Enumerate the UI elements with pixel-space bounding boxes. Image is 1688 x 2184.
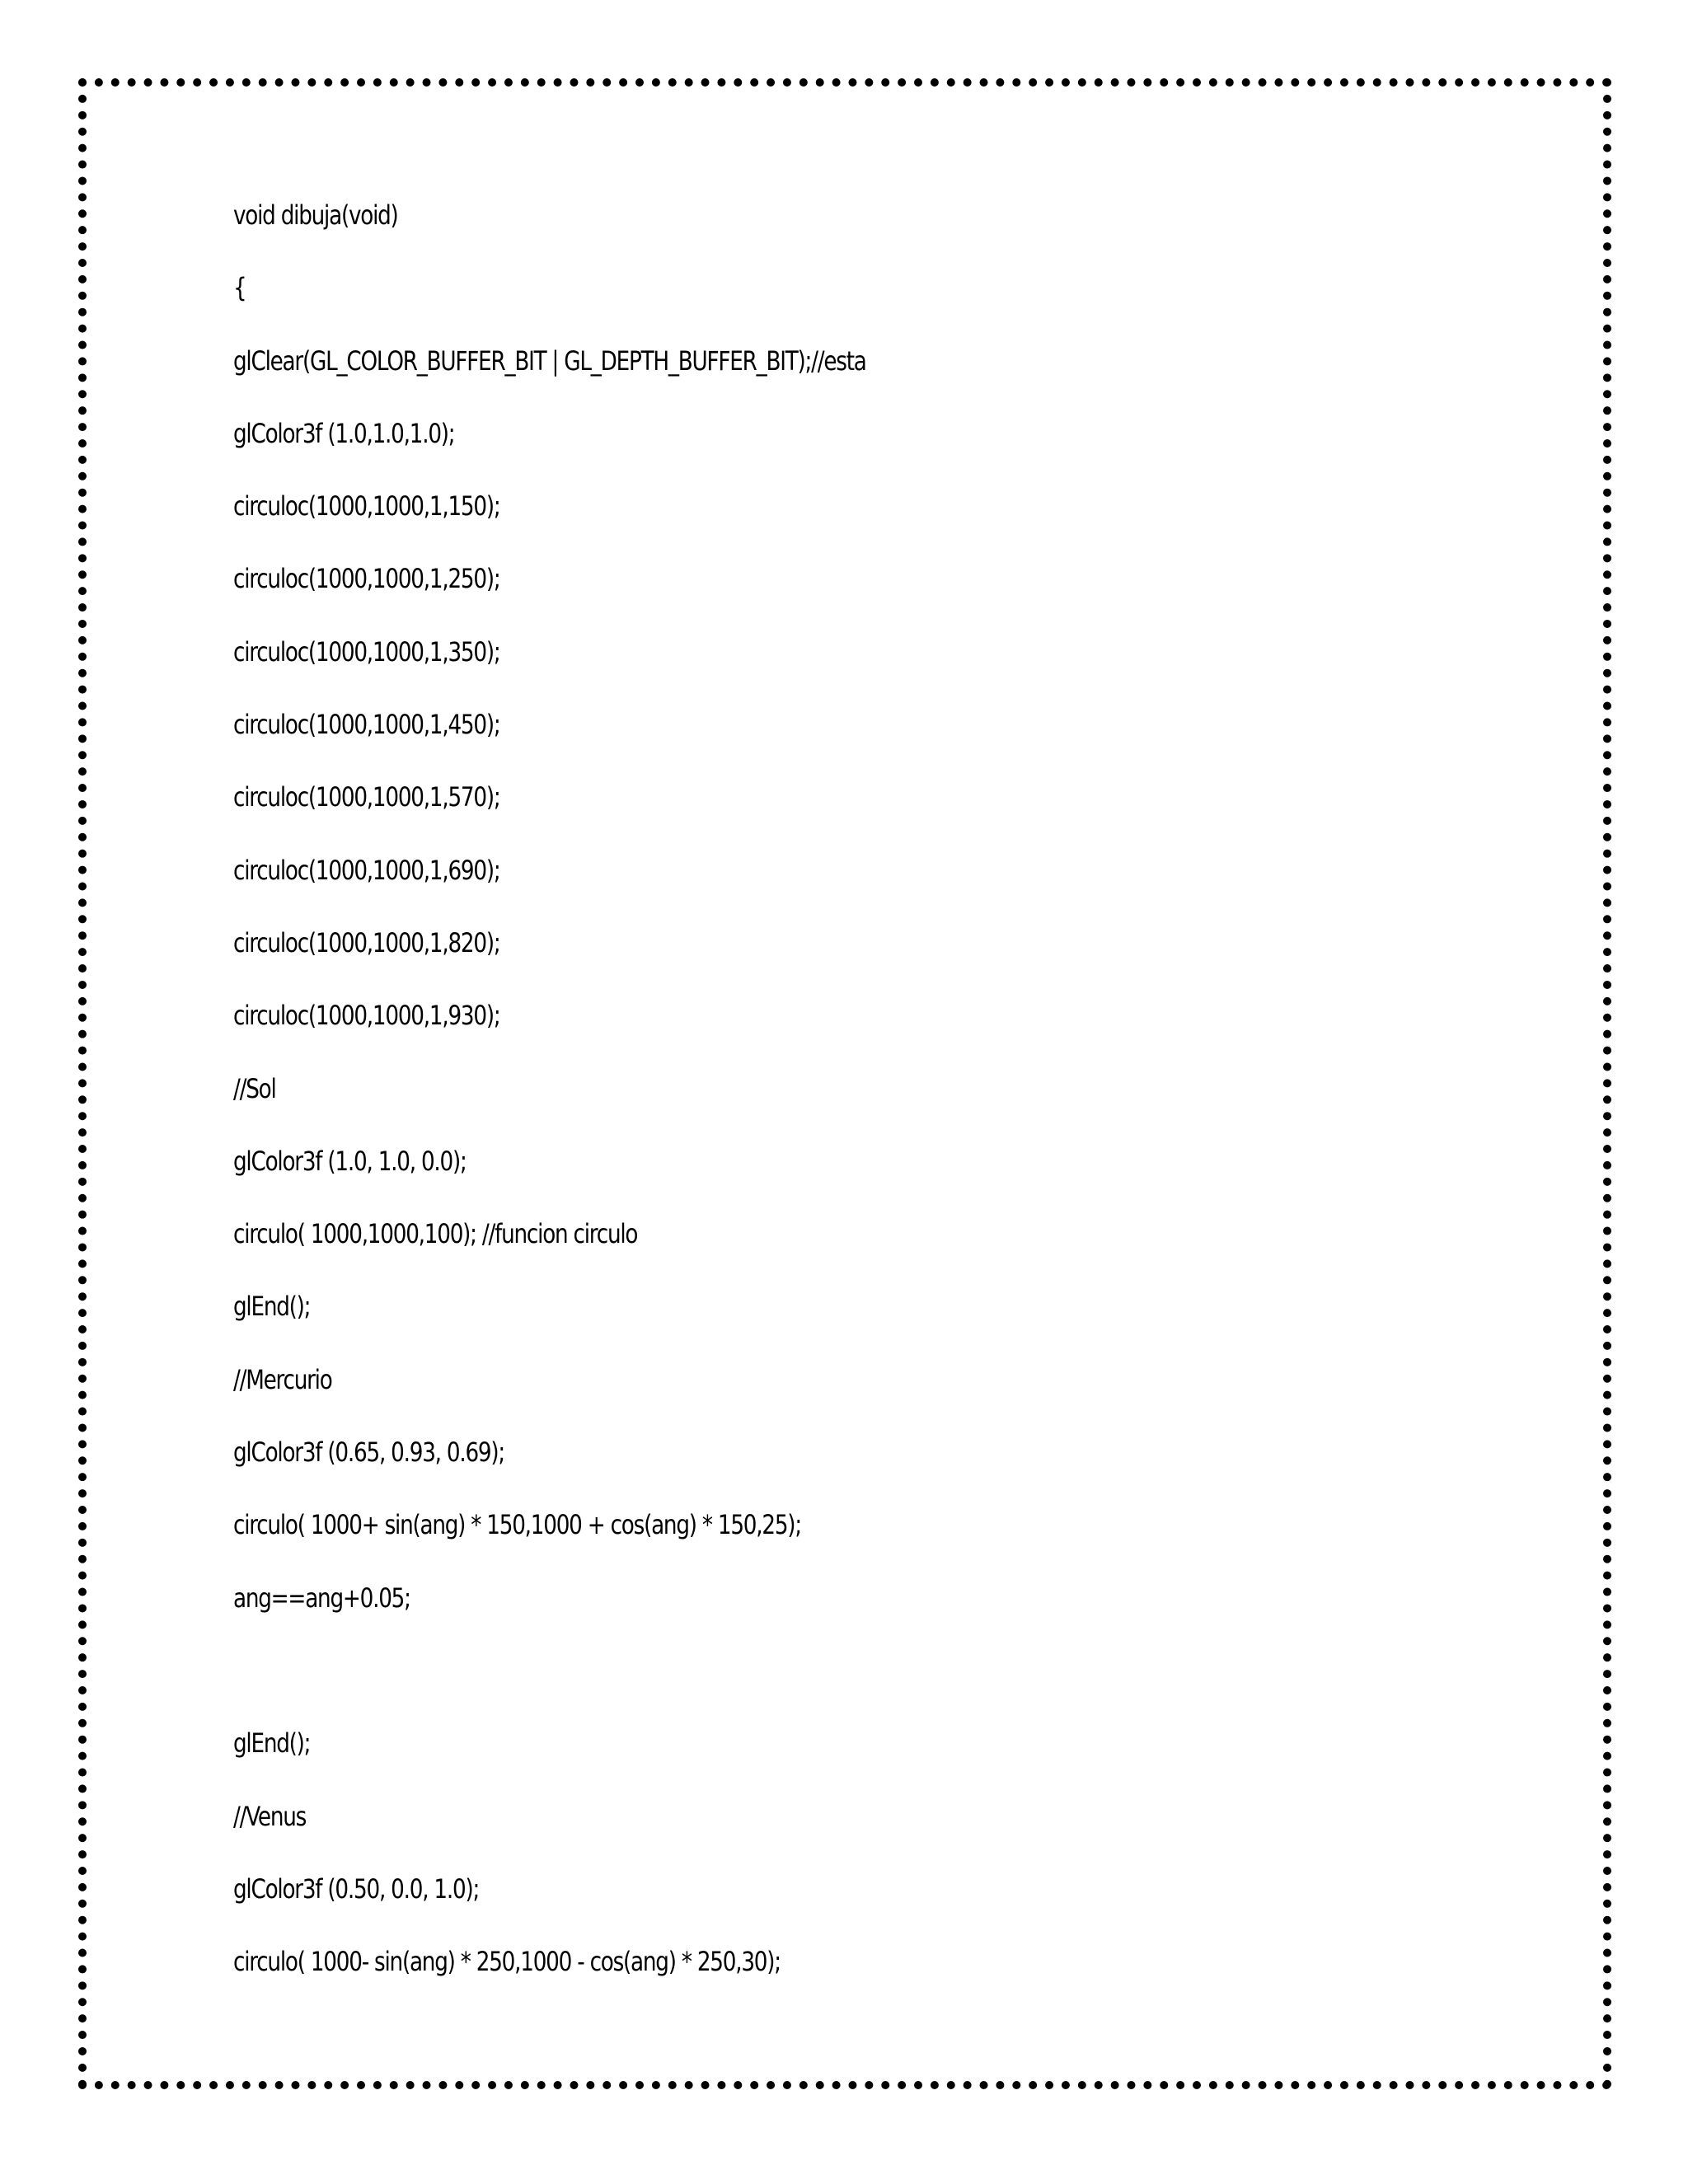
code-line: circuloc(1000,1000,1,150); [233, 490, 500, 523]
code-line: circuloc(1000,1000,1,930); [233, 1000, 500, 1032]
code-line: void dibuja(void) [233, 199, 398, 231]
code-line: glEnd(); [233, 1291, 311, 1323]
code-line: circuloc(1000,1000,1,570); [233, 781, 500, 813]
code-line: //Venus [233, 1800, 307, 1832]
code-line: //Sol [233, 1072, 276, 1104]
code-listing [233, 194, 1552, 2013]
code-line: ang==ang+0.05; [233, 1582, 410, 1614]
code-line: circulo( 1000,1000,100); //funcion circulo [233, 1218, 638, 1250]
code-line: { [233, 272, 246, 304]
code-line: circuloc(1000,1000,1,690); [233, 854, 500, 886]
blank-line [233, 1650, 1315, 1722]
code-line: glColor3f (1.0, 1.0, 0.0); [233, 1145, 467, 1177]
code-line: circuloc(1000,1000,1,820); [233, 926, 500, 958]
code-line: circulo( 1000+ sin(ang) * 150,1000 + cos(ang) * 150,25); [233, 1509, 801, 1541]
code-line: glEnd(); [233, 1727, 311, 1760]
code-line: glColor3f (0.65, 0.93, 0.69); [233, 1436, 505, 1469]
code-line: glColor3f (1.0,1.0,1.0); [233, 417, 455, 449]
code-line: circuloc(1000,1000,1,450); [233, 709, 500, 741]
code-line: glColor3f (0.50, 0.0, 1.0); [233, 1872, 480, 1905]
code-line: circuloc(1000,1000,1,250); [233, 563, 500, 595]
code-line: circulo( 1000- sin(ang) * 250,1000 - cos(ang) * 250,30); [233, 1946, 781, 1978]
code-line: glClear(GL_COLOR_BUFFER_BIT | GL_DEPTH_BUFFER_BIT);//esta [233, 344, 866, 377]
code-line: circuloc(1000,1000,1,350); [233, 635, 500, 668]
code-line: //Mercurio [233, 1363, 332, 1395]
